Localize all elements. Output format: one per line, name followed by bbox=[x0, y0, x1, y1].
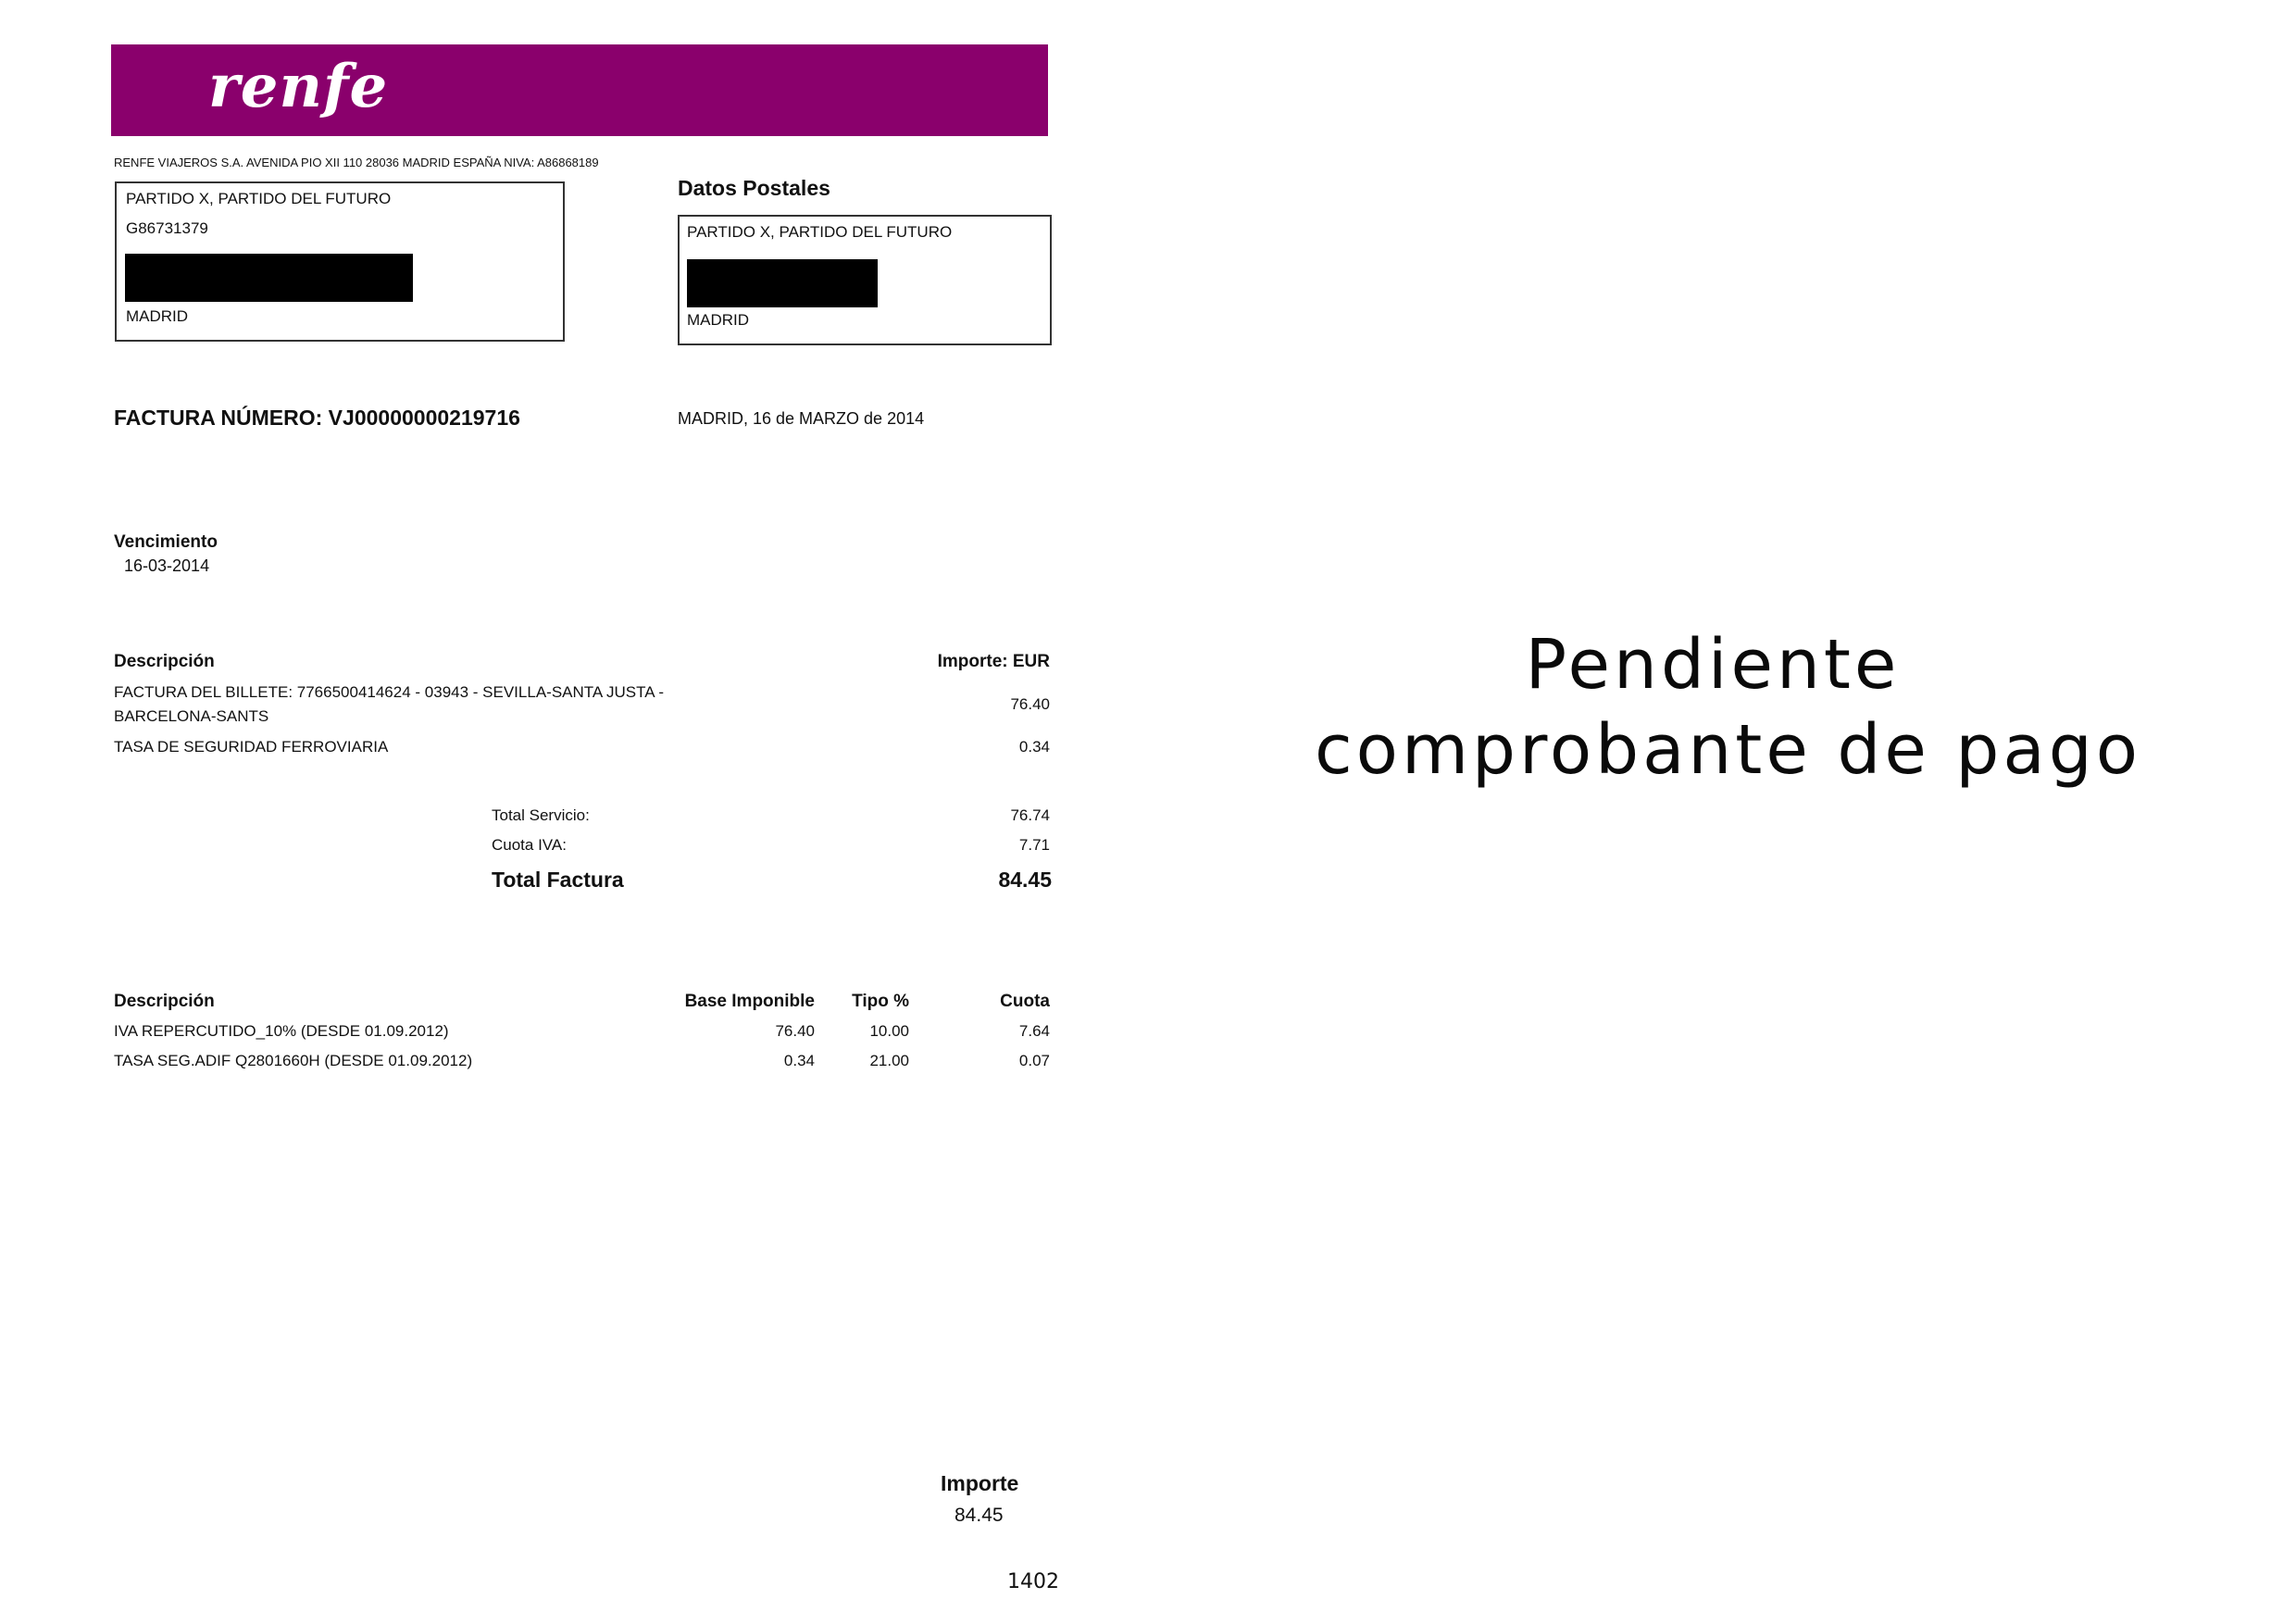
vat-value: 7.71 bbox=[1018, 836, 1050, 854]
redacted-postal-address bbox=[687, 259, 878, 307]
vat-label: Cuota IVA: bbox=[492, 836, 567, 854]
billing-tax-id: G86731379 bbox=[126, 219, 208, 237]
total-service-value: 76.74 bbox=[1010, 806, 1050, 824]
page-number: 1402 bbox=[1007, 1570, 1059, 1593]
line-item-2-description: TASA DE SEGURIDAD FERROVIARIA bbox=[114, 738, 389, 756]
invoice-number: FACTURA NÚMERO: VJ00000000219716 bbox=[114, 406, 520, 430]
company-info: RENFE VIAJEROS S.A. AVENIDA PIO XII 110 28036 MADRID ESPAÑA NIVA: A86868189 bbox=[114, 156, 599, 169]
line-item-2-amount: 0.34 bbox=[1018, 738, 1050, 756]
redacted-address bbox=[125, 254, 413, 302]
line-item-1-description-cont: BARCELONA-SANTS bbox=[114, 707, 269, 725]
renfe-logo: renfe bbox=[208, 52, 389, 121]
tax-description-header: Descripción bbox=[114, 992, 215, 1011]
tax-base-header: Base Imponible bbox=[684, 992, 815, 1011]
invoice-date: MADRID, 16 de MARZO de 2014 bbox=[678, 409, 925, 428]
line-item-1-description: FACTURA DEL BILLETE: 7766500414624 - 03943 - SEVILLA-SANTA JUSTA - bbox=[114, 683, 665, 701]
tax-row-1-rate: 10.00 bbox=[869, 1022, 909, 1040]
pending-payment-stamp bbox=[1315, 622, 2141, 793]
total-invoice-value: 84.45 bbox=[998, 868, 1052, 892]
postal-name: PARTIDO X, PARTIDO DEL FUTURO bbox=[687, 223, 953, 241]
billing-name: PARTIDO X, PARTIDO DEL FUTURO bbox=[126, 190, 392, 207]
lines-amount-header: Importe: EUR bbox=[937, 652, 1050, 671]
payment-value: 84.45 bbox=[955, 1505, 1004, 1526]
total-invoice-label: Total Factura bbox=[492, 868, 624, 892]
payment-label: Importe bbox=[941, 1471, 1019, 1495]
total-service-label: Total Servicio: bbox=[492, 806, 590, 824]
tax-quota-header: Cuota bbox=[1000, 992, 1050, 1011]
tax-row-2-base: 0.34 bbox=[783, 1052, 815, 1069]
line-item-1-amount: 76.40 bbox=[1010, 695, 1050, 713]
due-date: 16-03-2014 bbox=[124, 556, 210, 575]
tax-rate-header: Tipo % bbox=[852, 992, 909, 1011]
billing-city: MADRID bbox=[126, 307, 189, 325]
tax-row-2-description: TASA SEG.ADIF Q2801660H (DESDE 01.09.2012) bbox=[114, 1052, 473, 1069]
tax-row-1-quota: 7.64 bbox=[1018, 1022, 1050, 1040]
lines-description-header: Descripción bbox=[114, 652, 215, 671]
postal-title: Datos Postales bbox=[678, 176, 830, 200]
tax-row-2-rate: 21.00 bbox=[869, 1052, 909, 1069]
tax-row-2-quota: 0.07 bbox=[1018, 1052, 1050, 1069]
tax-row-1-description: IVA REPERCUTIDO_10% (DESDE 01.09.2012) bbox=[114, 1022, 449, 1040]
tax-row-1-base: 76.40 bbox=[775, 1022, 815, 1040]
pending-line-2: comprobante de pago bbox=[1315, 710, 2141, 790]
postal-city: MADRID bbox=[687, 311, 750, 329]
pending-line-1: Pendiente bbox=[1525, 625, 1901, 705]
due-label: Vencimiento bbox=[114, 532, 218, 552]
